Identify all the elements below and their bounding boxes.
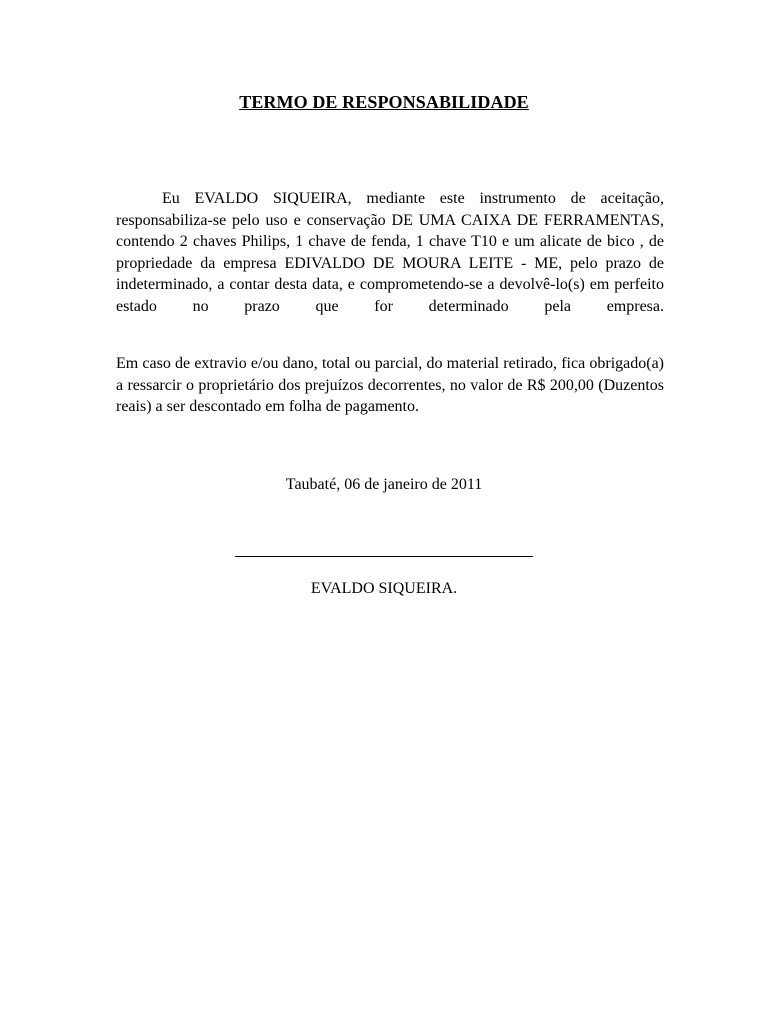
place-date: Taubaté, 06 de janeiro de 2011 [285, 476, 483, 493]
signer-name: EVALDO SIQUEIRA. [310, 580, 458, 597]
document-title: TERMO DE RESPONSABILIDADE [239, 92, 529, 112]
signature-line [235, 556, 533, 557]
responsibility-paragraph: Eu EVALDO SIQUEIRA, mediante este instrumento de aceitação, responsabiliza-se pelo uso e conservação DE UMA CAIXA DE FERRAMENTAS, contendo 2 chaves Philips, 1 chave de fenda, 1 chave T10 e um alicate de bico , de propriedade da empresa EDIVALDO DE MOURA LEITE - ME, pelo prazo de indeterminado, a contar desta data, e comprometendo-se a devolvê-lo(s) em perfeito estado no prazo que for determinado pela empresa. [116, 190, 664, 315]
damage-clause-paragraph: Em caso de extravio e/ou dano, total ou parcial, do material retirado, fica obrigado(a) a ressarcir o proprietário dos prejuízos decorrentes, no valor de R$ 200,00 (Duzentos reais) a ser descontado em folha de pagamento. [116, 355, 664, 415]
